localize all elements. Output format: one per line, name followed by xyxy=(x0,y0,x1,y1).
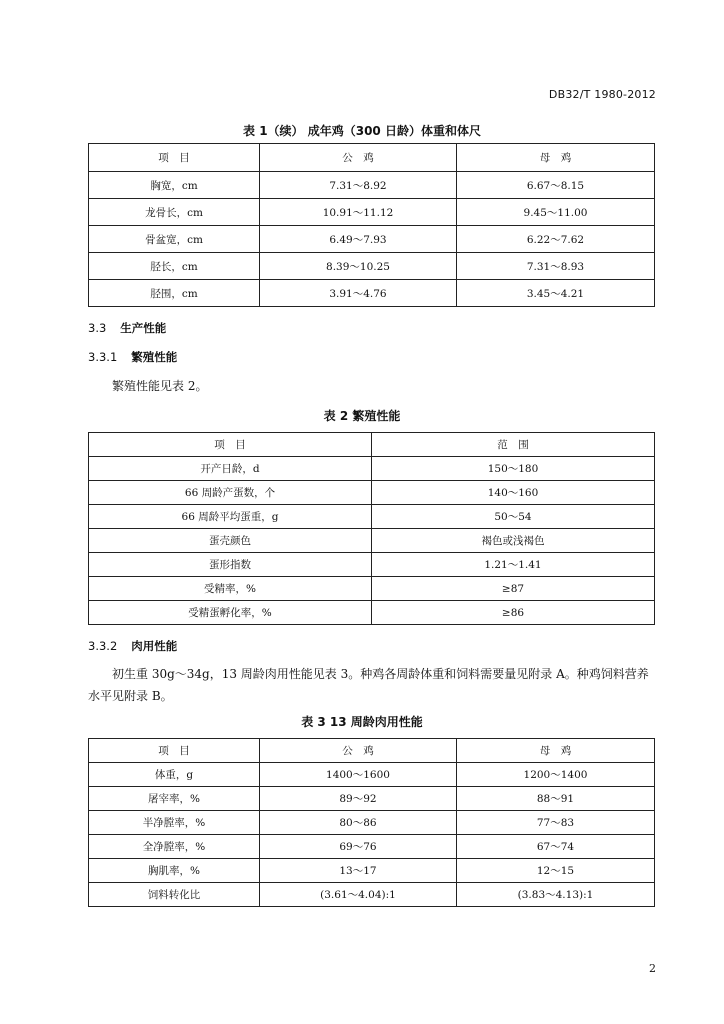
section-3-3-1-text: 繁殖性能见表 2。 xyxy=(112,379,208,393)
table-cell: 89～92 xyxy=(260,787,457,811)
table-cell: 3.91～4.76 xyxy=(260,280,457,307)
table-cell: 3.45～4.21 xyxy=(457,280,655,307)
table-cell: 1.21～1.41 xyxy=(372,553,655,577)
table-cell: ≥86 xyxy=(372,601,655,625)
table-cell: 10.91～11.12 xyxy=(260,199,457,226)
table-cell: 88～91 xyxy=(457,787,655,811)
table-cell: 1200～1400 xyxy=(457,763,655,787)
table-cell: 胫长，cm xyxy=(89,253,260,280)
table-cell: 体重，g xyxy=(89,763,260,787)
table-row xyxy=(89,199,655,226)
section-3-3-1-heading xyxy=(88,349,177,365)
table-row xyxy=(89,601,655,625)
table1 xyxy=(88,143,655,307)
table-cell: 6.22～7.62 xyxy=(457,226,655,253)
table2 xyxy=(88,432,655,625)
table-cell: 9.45～11.00 xyxy=(457,199,655,226)
section-number: 3.3 xyxy=(88,321,107,335)
table-row xyxy=(89,529,655,553)
table-cell: 1400～1600 xyxy=(260,763,457,787)
table-row xyxy=(89,811,655,835)
table-cell: 胸肌率，% xyxy=(89,859,260,883)
table-cell: ≥87 xyxy=(372,577,655,601)
table-cell: 69～76 xyxy=(260,835,457,859)
section-title: 生产性能 xyxy=(120,321,167,335)
table-cell: 7.31～8.93 xyxy=(457,253,655,280)
table-cell: 6.49～7.93 xyxy=(260,226,457,253)
column-header: 项 目 xyxy=(89,144,260,172)
table-row xyxy=(89,253,655,280)
table3-caption: 表 3 13 周龄肉用性能 xyxy=(301,715,423,729)
table-row xyxy=(89,481,655,505)
table-cell: 胸宽，cm xyxy=(89,172,260,199)
table3 xyxy=(88,738,655,907)
table-row xyxy=(89,577,655,601)
table-cell: 蛋形指数 xyxy=(89,553,372,577)
table-cell: 50～54 xyxy=(372,505,655,529)
table-row xyxy=(89,835,655,859)
table-cell: (3.61～4.04):1 xyxy=(260,883,457,907)
table-cell: 全净膛率，% xyxy=(89,835,260,859)
table-cell: 66 周龄平均蛋重，g xyxy=(89,505,372,529)
section-3-3-heading xyxy=(88,320,166,336)
table1-caption: 表 1（续） 成年鸡（300 日龄）体重和体尺 xyxy=(243,124,481,138)
table-cell: 蛋壳颜色 xyxy=(89,529,372,553)
table2-caption: 表 2 繁殖性能 xyxy=(323,409,401,423)
table3-header-row xyxy=(89,739,655,763)
section-number: 3.3.1 xyxy=(88,350,118,364)
table-cell: 开产日龄，d xyxy=(89,457,372,481)
column-header: 项 目 xyxy=(89,433,372,457)
column-header: 公 鸡 xyxy=(260,739,457,763)
table-cell: 7.31～8.92 xyxy=(260,172,457,199)
table-cell: 140～160 xyxy=(372,481,655,505)
page-number: 2 xyxy=(649,962,656,975)
section-number: 3.3.2 xyxy=(88,639,118,653)
section-title: 肉用性能 xyxy=(131,639,178,653)
table-cell: 150～180 xyxy=(372,457,655,481)
table-cell: 受精蛋孵化率，% xyxy=(89,601,372,625)
table-row xyxy=(89,787,655,811)
table-row xyxy=(89,883,655,907)
table-row xyxy=(89,859,655,883)
table2-header-row xyxy=(89,433,655,457)
table-cell: 胫围，cm xyxy=(89,280,260,307)
table-cell: 半净膛率，% xyxy=(89,811,260,835)
document-id: DB32/T 1980-2012 xyxy=(548,88,656,101)
table-row xyxy=(89,457,655,481)
column-header: 项 目 xyxy=(89,739,260,763)
table-cell: 骨盆宽，cm xyxy=(89,226,260,253)
table-cell: 80～86 xyxy=(260,811,457,835)
table-cell: 受精率，% xyxy=(89,577,372,601)
table-cell: 67～74 xyxy=(457,835,655,859)
table-row xyxy=(89,505,655,529)
table-cell: 屠宰率，% xyxy=(89,787,260,811)
section-title: 繁殖性能 xyxy=(131,350,178,364)
table-cell: 6.67～8.15 xyxy=(457,172,655,199)
table-cell: 褐色或浅褐色 xyxy=(372,529,655,553)
table-row xyxy=(89,172,655,199)
table-cell: 饲料转化比 xyxy=(89,883,260,907)
table-row xyxy=(89,280,655,307)
table-cell: 8.39～10.25 xyxy=(260,253,457,280)
table-cell: 龙骨长，cm xyxy=(89,199,260,226)
table-cell: 12～15 xyxy=(457,859,655,883)
column-header: 公 鸡 xyxy=(260,144,457,172)
table-cell: 13～17 xyxy=(260,859,457,883)
table-row xyxy=(89,553,655,577)
section-3-3-2-heading xyxy=(88,638,177,654)
column-header: 范 围 xyxy=(372,433,655,457)
table-cell: (3.83～4.13):1 xyxy=(457,883,655,907)
table-cell: 66 周龄产蛋数，个 xyxy=(89,481,372,505)
table1-header-row xyxy=(89,144,655,172)
column-header: 母 鸡 xyxy=(457,739,655,763)
section-3-3-2-text: 初生重 30g～34g，13 周龄肉用性能见表 3。种鸡各周龄体重和饲料需要量见附录 A。种鸡饲料营养水平见附录 B。 xyxy=(88,667,649,703)
table-cell: 77～83 xyxy=(457,811,655,835)
table-row xyxy=(89,763,655,787)
column-header: 母 鸡 xyxy=(457,144,655,172)
table-row xyxy=(89,226,655,253)
